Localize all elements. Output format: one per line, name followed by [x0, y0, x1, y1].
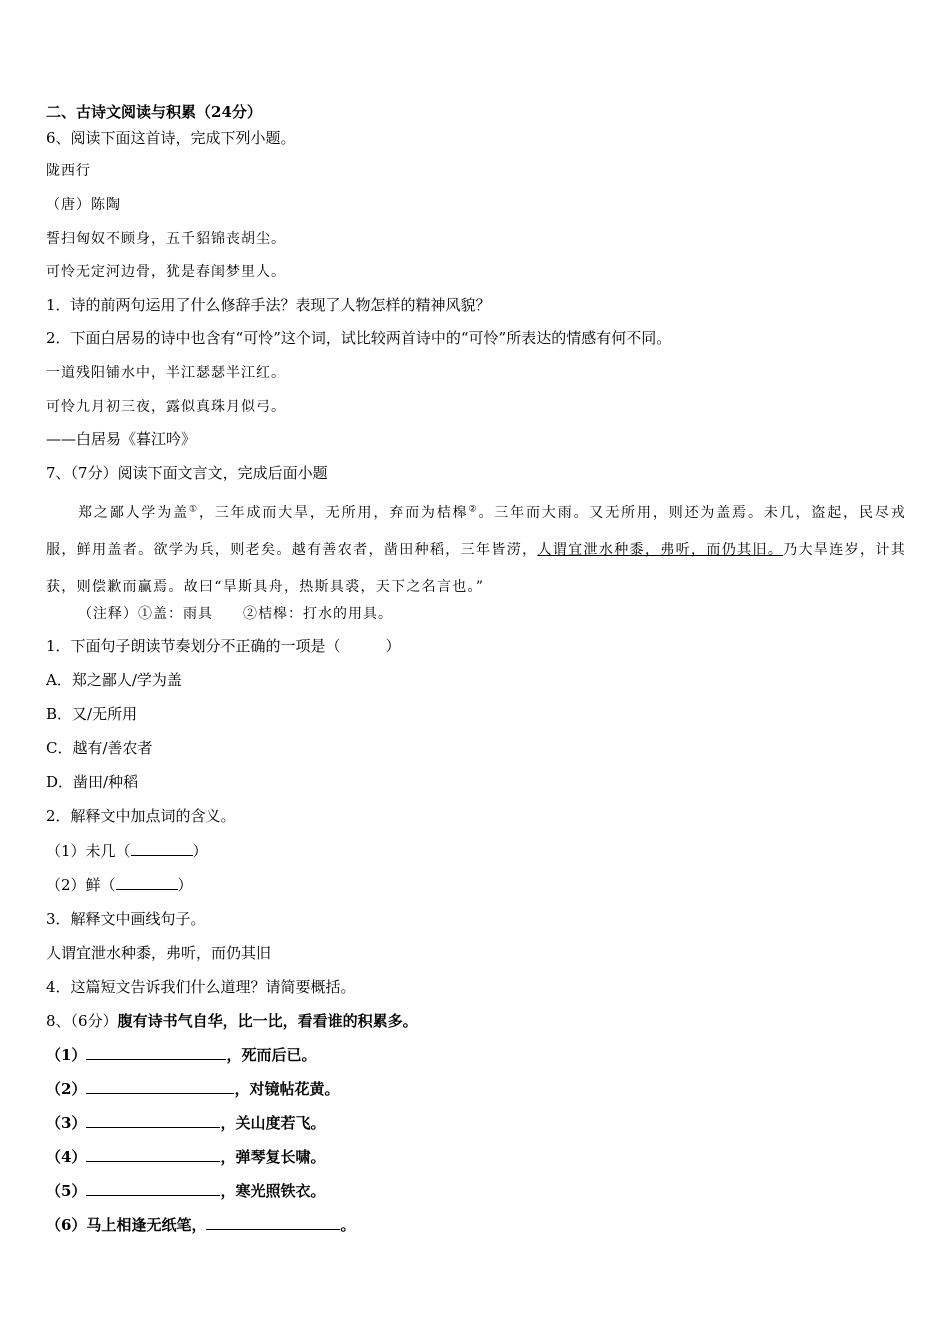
option-c: C．越有/善农者: [46, 739, 153, 757]
item-label: （3）: [46, 1114, 87, 1132]
answer-blank[interactable]: [116, 875, 178, 890]
option-b: B．又/无所用: [46, 705, 138, 723]
item-text: ，弹琴复长啸。: [220, 1148, 326, 1166]
passage-part-d: 乃大旱连岁，计其获，则偿歉而赢焉。故曰“旱斯具舟，热斯具裘，天下之名言也。”: [46, 542, 906, 595]
poem-line-1: 誓扫匈奴不顾身，五千貂锦丧胡尘。: [46, 231, 286, 247]
answer-blank[interactable]: [86, 1181, 220, 1196]
q7-prompt: 7、（7分）阅读下面文言文，完成后面小题: [46, 464, 328, 482]
q6-sub1: 1．诗的前两句运用了什么修辞手法？表现了人物怎样的精神风貌？: [46, 296, 491, 314]
footnote-marker-1: ①: [189, 504, 199, 515]
classical-passage: [46, 495, 906, 606]
q8-item-1: [46, 1045, 906, 1065]
item-label: （4）: [46, 1148, 87, 1166]
q8-item-5: [46, 1181, 906, 1201]
item2-label: （2）鲜（: [46, 876, 116, 894]
q7-sub4: 4．这篇短文告诉我们什么道理？请简要概括。: [46, 978, 356, 996]
q8-item-3: [46, 1113, 906, 1133]
answer-blank[interactable]: [86, 1147, 220, 1162]
q7-sub3-sentence: 人谓宜泄水种黍，弗听，而仍其旧: [46, 944, 272, 962]
section-heading: 二、古诗文阅读与积累（24分）: [46, 103, 262, 121]
q7-sub2-item2: [46, 875, 906, 895]
item-label: （6）马上相逢无纸笔，: [46, 1216, 207, 1234]
item-label: （1）: [46, 1046, 87, 1064]
q7-sub1: 1．下面句子朗读节奏划分不正确的一项是（ ）: [46, 637, 401, 655]
close-paren: ）: [177, 876, 193, 894]
option-d: D．凿田/种稻: [46, 773, 139, 791]
bai-poem-line-1: 一道残阳铺水中，半江瑟瑟半江红。: [46, 365, 286, 381]
q8-prompt: [46, 1011, 906, 1031]
passage-part-b: ，三年成而大旱，无所用，弃而为桔槔: [198, 505, 469, 521]
poem-title: 陇西行: [46, 163, 91, 179]
close-paren: ）: [192, 842, 208, 860]
q6-sub2: 2．下面白居易的诗中也含有“可怜”这个词，试比较两首诗中的“可怜”所表达的情感有何不同。: [46, 329, 672, 347]
q8-number: 8、（6分）: [46, 1012, 118, 1030]
item-text: ，死而后已。: [226, 1046, 317, 1064]
item-end: 。: [340, 1216, 356, 1234]
answer-blank[interactable]: [86, 1045, 226, 1060]
option-a: A．郑之鄙人/学为盖: [46, 671, 182, 689]
q7-sub2: 2．解释文中加点词的含义。: [46, 807, 236, 825]
answer-blank[interactable]: [86, 1113, 220, 1128]
q8-item-4: [46, 1147, 906, 1167]
underlined-sentence: 人谓宜泄水种黍，弗听，而仍其旧。: [537, 542, 784, 558]
passage-part-c: 。三年而大雨。又无所用，则还为盖焉。未几，盗起，民尽戎服，鲜用盖者。欲学为兵，则老矣。越有善农者，凿田种稻，三年皆涝，: [46, 505, 906, 558]
bai-poem-line-2: 可怜九月初三夜，露似真珠月似弓。: [46, 399, 286, 415]
bai-poem-source: ——白居易《暮江吟》: [46, 430, 197, 448]
passage-part-a: 郑之鄙人学为盖: [78, 505, 189, 521]
poem-author: （唐）陈陶: [46, 197, 121, 213]
poem-line-2: 可怜无定河边骨，犹是春闺梦里人。: [46, 264, 286, 280]
q8-item-2: [46, 1079, 906, 1099]
passage-notes: （注释）①盖：雨具 ②桔槔：打水的用具。: [78, 606, 393, 622]
footnote-marker-2: ②: [468, 504, 479, 515]
q8-text: 腹有诗书气自华，比一比，看看谁的积累多。: [117, 1012, 418, 1030]
item-text: ，关山度若飞。: [220, 1114, 326, 1132]
answer-blank[interactable]: [131, 841, 193, 856]
item-label: （2）: [46, 1080, 87, 1098]
item1-label: （1）未几（: [46, 842, 131, 860]
q7-sub2-item1: [46, 841, 906, 861]
item-label: （5）: [46, 1182, 87, 1200]
q6-prompt: 6、阅读下面这首诗，完成下列小题。: [46, 129, 296, 147]
item-text: ，对镜帖花黄。: [234, 1080, 340, 1098]
q8-item-6: [46, 1215, 906, 1235]
q7-sub3: 3．解释文中画线句子。: [46, 910, 206, 928]
item-text: ，寒光照铁衣。: [220, 1182, 326, 1200]
answer-blank[interactable]: [206, 1215, 340, 1230]
answer-blank[interactable]: [86, 1079, 234, 1094]
